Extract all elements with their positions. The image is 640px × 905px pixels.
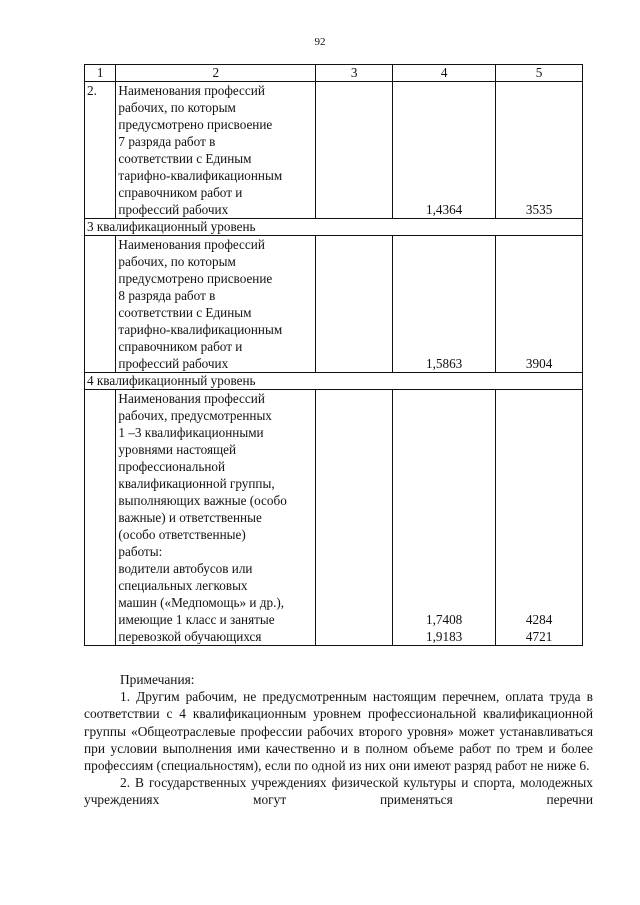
coefficient: 1,7408: [426, 612, 463, 627]
table-row: [85, 82, 583, 219]
header-col-3: 3: [316, 65, 393, 82]
coefficient: 1,5863: [393, 236, 496, 373]
empty-cell: [316, 236, 393, 373]
empty-cell: [316, 82, 393, 219]
table-header-row: [85, 65, 583, 82]
salary-amount: 4721: [525, 629, 553, 644]
profession-description: Наименования профессий рабочих, по которым предусмотрено присвоение 8 разряда работ в соответствии с Единым тарифно-квалификационным справочником работ и профессий рабочих: [116, 236, 316, 373]
note-1: 1. Другим рабочим, не предусмотренным настоящим перечнем, оплата труда в соответствии с 4 квалификационным уровнем профессиональной квалификационной группы «Общеотраслевые профессии рабочих второго уровня» может устанавливаться при условии выполнения ими качественно и в полном объеме работ по трем и более профессиям (специальностям), если по одной из них они имеют разряд работ не ниже 6.: [84, 689, 593, 774]
note-2: 2. В государственных учреждениях физической культуры и спорта, молодежных учреждениях могут применяться перечни: [84, 775, 593, 808]
empty-cell: [316, 390, 393, 646]
salary-amounts: [496, 390, 583, 646]
header-col-5: 5: [496, 65, 583, 82]
salary-amount: 3535: [496, 82, 583, 219]
row-number: [85, 390, 116, 646]
header-col-1: 1: [85, 65, 116, 82]
profession-description: Наименования профессий рабочих, предусмотренных 1 –3 квалификационными уровнями настоящей профессиональной квалификационной группы, выполняющих важные (особо важные) и ответственные (особо ответственные) работы: водители автобусов или специальных легковых машин («Медпомощь» и др.), имеющие 1 класс и занятые перевозкой обучающихся: [116, 390, 316, 646]
notes-title: Примечания:: [120, 672, 195, 687]
table-row: [85, 390, 583, 646]
header-col-4: 4: [393, 65, 496, 82]
salary-amount: 4284: [525, 612, 553, 627]
wage-table: [84, 64, 583, 646]
profession-description: Наименования профессий рабочих, по которым предусмотрено присвоение 7 разряда работ в соответствии с Единым тарифно-квалификационным справочником работ и профессий рабочих: [116, 82, 316, 219]
row-number: [85, 236, 116, 373]
header-col-2: 2: [116, 65, 316, 82]
page-number: 92: [314, 36, 326, 48]
notes-section: [84, 671, 593, 809]
table-row: [85, 236, 583, 373]
coefficient: 1,9183: [426, 629, 463, 644]
coefficient: 1,4364: [393, 82, 496, 219]
row-number: 2.: [85, 82, 116, 219]
coefficients: [393, 390, 496, 646]
qualification-level-3: 3 квалификационный уровень: [85, 219, 583, 236]
qualification-level-row: [85, 219, 583, 236]
qualification-level-row: [85, 373, 583, 390]
salary-amount: 3904: [496, 236, 583, 373]
qualification-level-4: 4 квалификационный уровень: [85, 373, 583, 390]
